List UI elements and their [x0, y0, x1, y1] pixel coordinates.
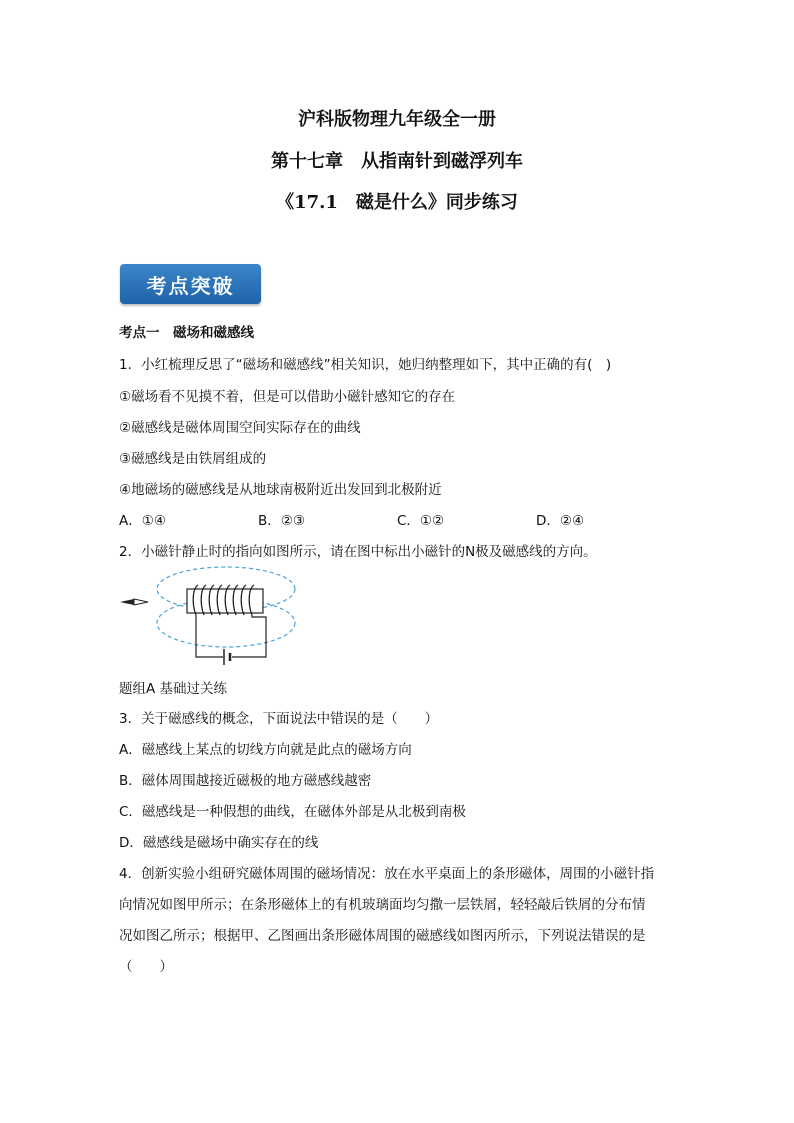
question-1-stem: 1．小红梳理反思了“磁场和磁感线”相关知识，她归纳整理如下，其中正确的有( ) — [119, 357, 612, 373]
question-3-option-a: A．磁感线上某点的切线方向就是此点的磁场方向 — [119, 742, 412, 758]
question-3-option-c: C．磁感线是一种假想的曲线，在磁体外部是从北极到南极 — [119, 804, 466, 820]
question-1-option-a: A．①④ — [119, 513, 166, 529]
question-3-option-d: D．磁感线是磁场中确实存在的线 — [119, 835, 319, 851]
section-banner-label: 考点突破 — [146, 274, 235, 298]
section-banner — [120, 264, 261, 304]
question-3-stem: 3．关于磁感线的概念，下面说法中错误的是（ ） — [119, 711, 439, 727]
compass-needle-icon — [120, 599, 148, 605]
chapter-title: 第十七章 从指南针到磁浮列车 — [271, 151, 523, 172]
question-3-option-b: B．磁体周围越接近磁极的地方磁感线越密 — [119, 773, 372, 789]
group-label: 题组A 基础过关练 — [119, 681, 228, 697]
circuit-wires — [196, 615, 266, 657]
question-1-item: ②磁感线是磁体周围空间实际存在的曲线 — [119, 420, 361, 436]
question-1-option-d: D．②④ — [536, 513, 585, 529]
question-2-stem: 2．小磁针静止时的指向如图所示，请在图中标出小磁针的N极及磁感线的方向。 — [119, 544, 597, 560]
section-heading: 考点一 磁场和磁感线 — [119, 325, 254, 341]
question-4-line: 况如图乙所示；根据甲、乙图画出条形磁体周围的磁感线如图丙所示，下列说法错误的是 — [119, 928, 646, 944]
question-4-line: 向情况如图甲所示；在条形磁体上的有机玻璃面均匀撒一层铁屑，轻轻敲后铁屑的分布情 — [119, 897, 646, 913]
question-1-option-b: B．②③ — [258, 513, 305, 529]
question-4-line: 4．创新实验小组研究磁体周围的磁场情况：放在水平桌面上的条形磁体，周围的小磁针指 — [119, 866, 655, 882]
question-1-item: ④地磁场的磁感线是从地球南极附近出发回到北极附近 — [119, 482, 442, 498]
solenoid-figure — [118, 565, 308, 665]
question-1-option-c: C．①② — [397, 513, 445, 529]
question-1-item: ③磁感线是由铁屑组成的 — [119, 451, 267, 467]
question-4-line: （ ） — [119, 959, 173, 975]
battery-icon — [224, 649, 230, 665]
document-title: 沪科版物理九年级全一册 — [298, 109, 496, 130]
lesson-title: 《17.1 磁是什么》同步练习 — [276, 192, 518, 213]
question-1-item: ①磁场看不见摸不着，但是可以借助小磁针感知它的存在 — [119, 389, 456, 405]
